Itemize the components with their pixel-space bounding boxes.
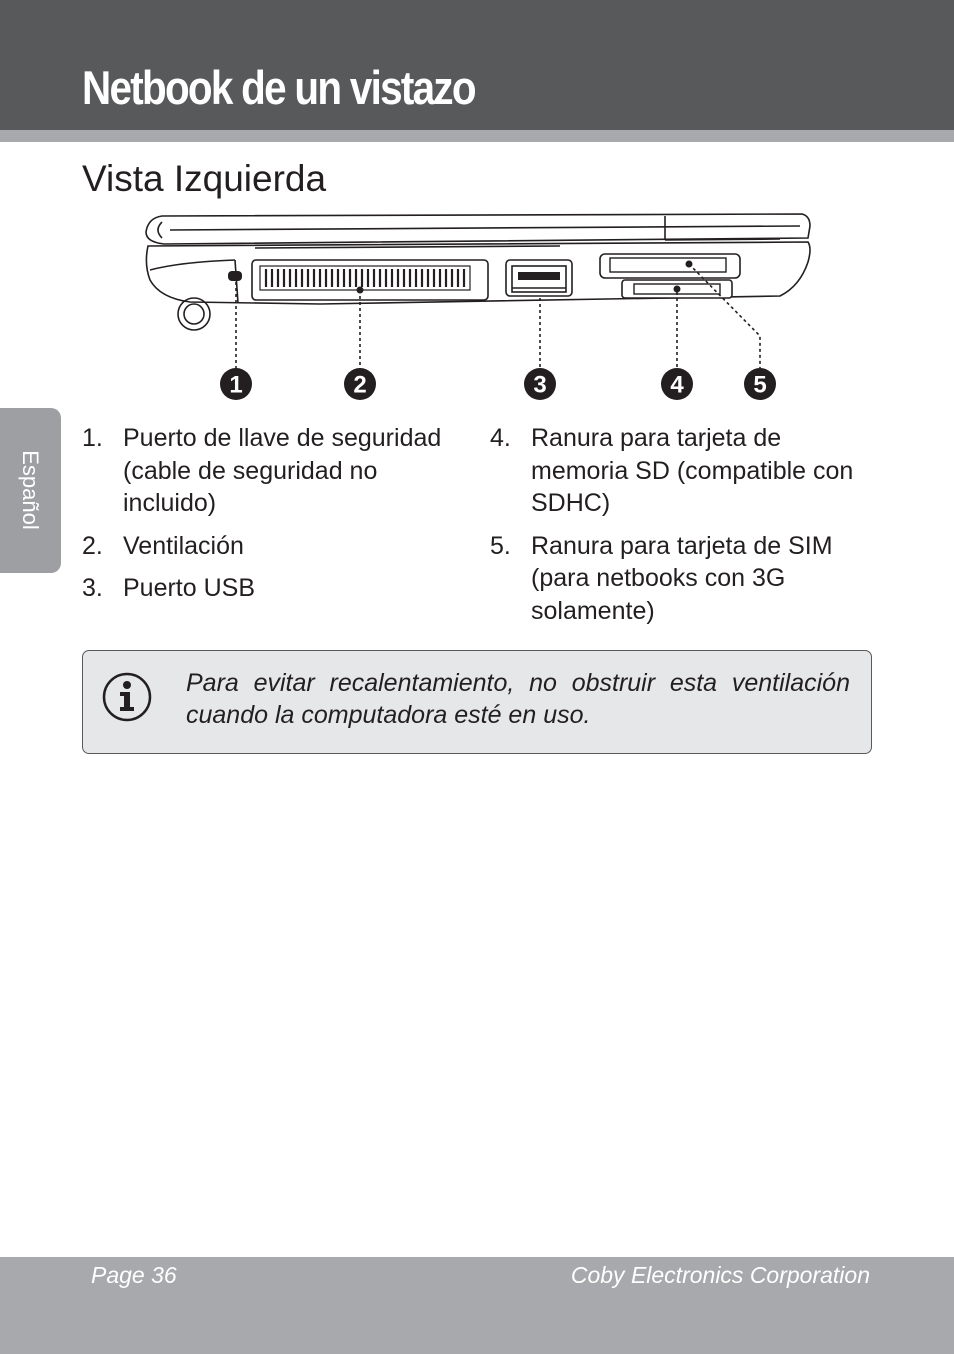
list-item-number: 5. — [490, 531, 511, 560]
page-number: Page 36 — [91, 1262, 177, 1288]
list-item-number: 2. — [82, 531, 103, 560]
list-item-text: Ranura para tarjeta de memoria SD (compatible con SDHC) — [531, 424, 854, 517]
list-item-number: 4. — [490, 424, 511, 452]
usb-port — [506, 260, 572, 296]
component-list-right — [490, 422, 880, 637]
callout-4-label: 4 — [670, 371, 684, 399]
page-title: Netbook de un vistazo — [82, 61, 475, 114]
list-item-number: 1. — [82, 424, 103, 452]
company-name: Coby Electronics Corporation — [570, 1262, 870, 1288]
note-text: Para evitar recalentamiento, no obstruir esta ventilación cuando la computadora esté en uso. — [186, 669, 850, 729]
callout-5-label: 5 — [753, 371, 767, 399]
list-item-number: 3. — [82, 574, 103, 602]
list-item — [490, 422, 880, 520]
callout-1-label: 1 — [229, 371, 243, 399]
sim-card-slot — [622, 280, 732, 298]
list-item — [82, 530, 452, 563]
vent-grille — [252, 260, 488, 300]
list-item-text: Puerto de llave de seguridad (cable de seguridad no incluido) — [123, 424, 442, 517]
section-title: Vista Izquierda — [82, 158, 327, 199]
list-item — [82, 422, 452, 520]
callout-3-label: 3 — [533, 371, 547, 399]
security-lock-port — [228, 271, 242, 281]
header-stripe — [0, 130, 954, 142]
list-item — [82, 572, 452, 605]
list-item-text: Ventilación — [123, 531, 244, 560]
list-item-text: Puerto USB — [123, 574, 256, 602]
netbook-left-side-diagram — [140, 208, 820, 408]
info-icon — [101, 671, 153, 723]
list-item — [490, 530, 880, 628]
language-tab-label: Español — [18, 450, 43, 530]
callout-2-label: 2 — [353, 371, 367, 399]
list-item-text: Ranura para tarjeta de SIM (para netbooks con 3G solamente) — [531, 531, 833, 625]
component-list-left — [82, 422, 452, 615]
sd-card-slot — [600, 254, 740, 278]
